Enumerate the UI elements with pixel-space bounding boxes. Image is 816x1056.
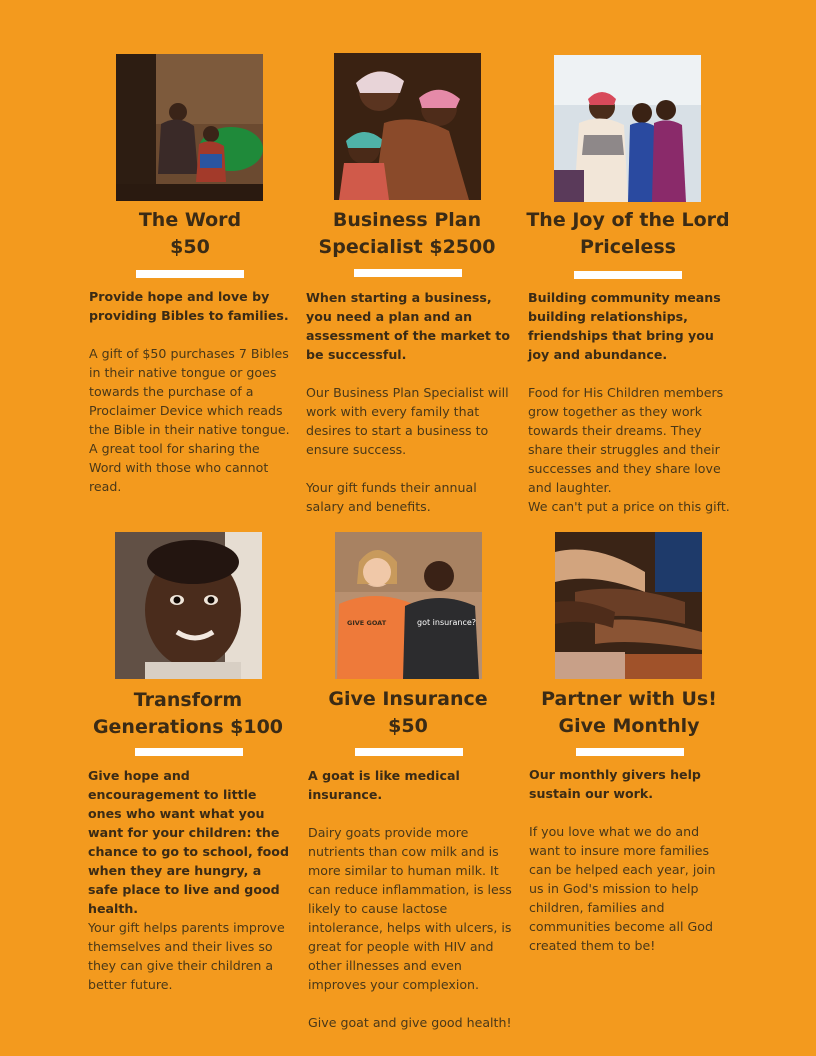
card-title-joy-of-the-lord: The Joy of the Lord Priceless: [526, 209, 730, 258]
card-title-the-word: The Word $50: [138, 209, 242, 258]
card-lead-business-plan: When starting a business, you need a plan and an assessment of the market to be successful.: [306, 290, 510, 362]
card-lead-transform-generations: Give hope and encouragement to little ones who want what you want for your children: the chance to go to school, food when they are hungry, a safe place to live and good health.: [88, 768, 289, 916]
card-body-the-word: A gift of $50 purchases 7 Bibles in their native tongue or goes towards the purchase of a Proclaimer Device which reads the Bible in their native tongue. A great tool for sharing the Word with those who cannot read.: [89, 346, 290, 494]
photo-transform-generations: [115, 532, 262, 679]
shirt-text-got-insurance: got insurance?: [417, 618, 477, 627]
card-title-business-plan: Business Plan Specialist $2500: [318, 209, 496, 258]
card-title-give-insurance: Give Insurance $50: [328, 688, 488, 737]
divider-bar: [355, 748, 463, 756]
divider-bar: [135, 748, 243, 756]
card-lead-give-insurance: A goat is like medical insurance.: [308, 768, 460, 802]
photo-give-insurance: [335, 532, 482, 679]
photo-joy-of-the-lord: [554, 55, 701, 202]
card-title-transform-generations: Transform Generations $100: [92, 689, 284, 738]
card-body-give-insurance: Dairy goats provide more nutrients than cow milk and is more similar to human milk. It can reduce inflammation, is less likely to cause lactose intolerance, helps with ulcers, is great for people with HIV and other illnesses and even improves your complexion. Give goat and give good health!: [308, 825, 512, 1030]
divider-bar: [136, 270, 244, 278]
card-lead-partner-with-us: Our monthly givers help sustain our work.: [529, 767, 701, 801]
photo-the-word: [116, 54, 263, 201]
card-body-transform-generations: Your gift helps parents improve themselves and their lives so they can give their children a better future.: [88, 920, 285, 992]
photo-business-plan: [334, 53, 481, 200]
divider-bar: [576, 748, 684, 756]
divider-bar: [574, 271, 682, 279]
card-lead-joy-of-the-lord: Building community means building relationships, friendships that bring you joy and abundance.: [528, 290, 721, 362]
card-title-partner-with-us: Partner with Us! Give Monthly: [541, 688, 717, 737]
card-body-partner-with-us: If you love what we do and want to insure more families can be helped each year, join us in God's mission to help children, families and communities become all God created them to be!: [529, 824, 716, 953]
card-body-business-plan: Our Business Plan Specialist will work with every family that desires to start a business to ensure success. Your gift funds their annual salary and benefits.: [306, 385, 509, 514]
shirt-text-give-goat: GIVE GOAT: [347, 619, 387, 627]
photo-partner-with-us: [555, 532, 702, 679]
card-lead-the-word: Provide hope and love by providing Bibles to families.: [89, 289, 289, 323]
divider-bar: [354, 269, 462, 277]
card-body-joy-of-the-lord: Food for His Children members grow together as they work towards their dreams. They share their struggles and their successes and they share love and laughter. We can't put a price on this gift.: [528, 385, 730, 514]
